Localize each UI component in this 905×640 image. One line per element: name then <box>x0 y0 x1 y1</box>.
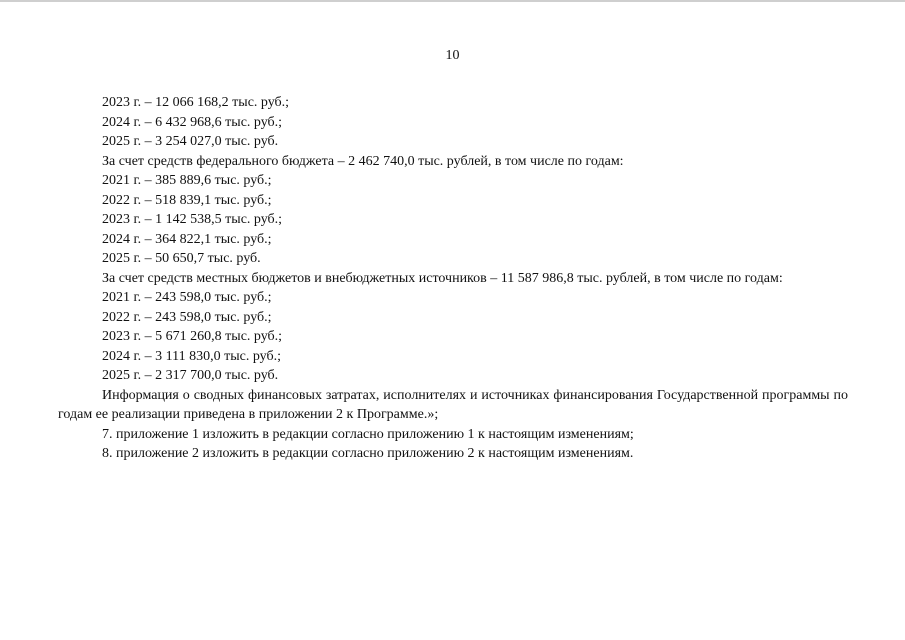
page-top-border <box>0 0 905 2</box>
text-line: 2023 г. – 5 671 260,8 тыс. руб.; <box>102 329 283 344</box>
text-line: 2024 г. – 3 111 830,0 тыс. руб.; <box>102 348 282 364</box>
text-line: 2025 г. – 2 317 700,0 тыс. руб. <box>102 368 279 383</box>
text-line: За счет средств федерального бюджета – 2 462 740,0 тыс. рублей, в том числе по годам: <box>102 153 624 169</box>
text-line: 2022 г. – 518 839,1 тыс. руб.; <box>102 192 272 208</box>
text-line: 2025 г. – 50 650,7 тыс. руб. <box>102 251 261 266</box>
text-line: 2021 г. – 385 889,6 тыс. руб.; <box>102 173 272 188</box>
text-line: 2025 г. – 3 254 027,0 тыс. руб. <box>102 134 279 149</box>
document-body <box>58 93 848 464</box>
text-line: За счет средств местных бюджетов и внебюджетных источников – 11 587 986,8 тыс. рублей, в том числе по годам: <box>102 270 783 286</box>
text-line: 2021 г. – 243 598,0 тыс. руб.; <box>102 290 272 305</box>
list-item-8: 8. приложение 2 изложить в редакции согласно приложению 2 к настоящим изменениям. <box>102 446 634 461</box>
info-paragraph: Информация о сводных финансовых затратах, исполнителях и источниках финансирования Государственной программы по годам ее реализации приведена в приложении 2 к Программе.»; <box>58 387 848 422</box>
text-line: 2024 г. – 6 432 968,6 тыс. руб.; <box>102 114 283 130</box>
text-line: 2023 г. – 1 142 538,5 тыс. руб.; <box>102 212 283 227</box>
list-item-7: 7. приложение 1 изложить в редакции согласно приложению 1 к настоящим изменениям; <box>102 426 634 442</box>
text-line: 2024 г. – 364 822,1 тыс. руб.; <box>102 231 272 247</box>
text-line: 2022 г. – 243 598,0 тыс. руб.; <box>102 309 272 325</box>
page-number: 10 <box>445 48 460 63</box>
text-line: 2023 г. – 12 066 168,2 тыс. руб.; <box>102 95 290 110</box>
